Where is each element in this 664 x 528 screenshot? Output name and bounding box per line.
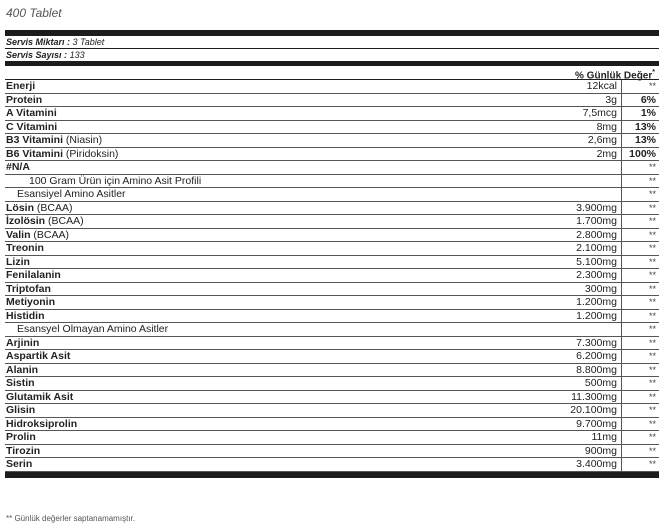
nutrient-qualifier: (BCAA) bbox=[34, 201, 73, 214]
nutrient-daily-value: 6% bbox=[640, 93, 656, 106]
nutrient-name: Arjinin bbox=[6, 336, 40, 349]
nutrient-row bbox=[5, 283, 659, 297]
nutrient-amount: 300mg bbox=[533, 283, 622, 296]
nutrient-name: Prolin bbox=[6, 431, 36, 443]
nutrient-name: Lizin bbox=[6, 255, 30, 268]
nutrient-daily-value: 13% bbox=[634, 120, 656, 133]
nutrient-row bbox=[5, 310, 659, 324]
nutrient-row bbox=[5, 202, 659, 216]
nutrient-row bbox=[5, 80, 659, 94]
nutrient-qualifier: Esansiyel Amino Asitler bbox=[17, 188, 126, 200]
nutrient-daily-value: ** bbox=[648, 216, 656, 226]
nutrient-row bbox=[5, 404, 659, 418]
nutrient-name-cell bbox=[5, 323, 533, 336]
nutrient-name-cell bbox=[5, 188, 533, 201]
nutrient-amount: 500mg bbox=[533, 377, 622, 390]
nutrient-daily-value: ** bbox=[648, 270, 656, 280]
serving-size-line bbox=[5, 36, 659, 49]
nutrient-row bbox=[5, 242, 659, 256]
nutrient-daily-value: ** bbox=[648, 364, 656, 375]
nutrient-daily-value: ** bbox=[648, 243, 656, 253]
nutrient-daily-value: ** bbox=[648, 162, 656, 172]
nutrient-row bbox=[5, 391, 659, 405]
nutrient-name: Metiyonin bbox=[6, 296, 55, 308]
nutrient-name-cell bbox=[5, 391, 533, 404]
nutrient-row bbox=[5, 215, 659, 229]
nutrient-qualifier: (Niasin) bbox=[63, 134, 103, 146]
nutrient-name-cell bbox=[5, 377, 533, 390]
nutrient-daily-value: ** bbox=[648, 324, 656, 334]
nutrient-row bbox=[5, 134, 659, 148]
nutrient-daily-value: ** bbox=[648, 256, 656, 267]
nutrient-name: Sistin bbox=[6, 377, 35, 389]
nutrient-amount: 2mg bbox=[533, 148, 622, 161]
nutrient-row bbox=[5, 377, 659, 391]
nutrient-name: #N/A bbox=[6, 161, 30, 173]
nutrient-daily-value: ** bbox=[648, 351, 656, 361]
nutrient-amount: 2,6mg bbox=[533, 134, 622, 147]
nutrient-name: Aspartik Asit bbox=[6, 350, 71, 362]
nutrient-name: Fenilalanin bbox=[6, 269, 61, 281]
nutrient-name: Tirozin bbox=[6, 444, 41, 457]
nutrition-table bbox=[5, 30, 659, 478]
nutrient-amount: 6.200mg bbox=[533, 350, 622, 363]
nutrient-row bbox=[5, 256, 659, 270]
nutrient-amount bbox=[533, 161, 622, 174]
nutrient-amount: 3g bbox=[533, 94, 622, 107]
nutrient-daily-value: ** bbox=[648, 189, 656, 199]
nutrient-amount: 11.300mg bbox=[533, 391, 622, 404]
nutrient-name-cell bbox=[5, 161, 533, 174]
nutrient-daily-value: ** bbox=[648, 432, 656, 442]
nutrient-name: Glisin bbox=[6, 404, 36, 416]
nutrient-name-cell bbox=[5, 350, 533, 363]
nutrient-row bbox=[5, 121, 659, 135]
nutrient-name-cell bbox=[5, 418, 533, 431]
nutrient-amount bbox=[533, 323, 622, 336]
nutrient-name: İzolösin bbox=[6, 215, 46, 227]
nutrient-daily-value: 1% bbox=[640, 107, 656, 119]
nutrient-amount: 2.100mg bbox=[533, 242, 622, 255]
nutrient-row bbox=[5, 431, 659, 445]
nutrient-name-cell bbox=[5, 202, 533, 215]
nutrient-name-cell bbox=[5, 445, 533, 458]
nutrient-daily-value: ** bbox=[648, 445, 656, 456]
nutrient-name: Treonin bbox=[6, 242, 44, 254]
nutrient-daily-value: 13% bbox=[634, 134, 656, 146]
nutrient-amount: 900mg bbox=[533, 445, 622, 458]
nutrient-name-cell bbox=[5, 296, 533, 309]
nutrient-name-cell bbox=[5, 80, 533, 93]
nutrient-name-cell bbox=[5, 148, 533, 161]
nutrient-row bbox=[5, 175, 659, 189]
nutrient-amount: 3.900mg bbox=[533, 202, 622, 215]
nutrient-name: B3 Vitamini bbox=[6, 134, 63, 146]
nutrient-name-cell bbox=[5, 337, 533, 350]
nutrient-name-cell bbox=[5, 404, 533, 417]
nutrient-qualifier: (BCAA) bbox=[30, 228, 70, 241]
nutrient-amount: 2.800mg bbox=[533, 229, 622, 242]
serving-size-value: 3 Tablet bbox=[72, 37, 105, 47]
nutrient-row bbox=[5, 94, 659, 108]
daily-value-header-label: % Günlük Değer bbox=[575, 70, 653, 82]
nutrient-daily-value: ** bbox=[648, 81, 656, 91]
nutrient-qualifier: Esansyel Olmayan Amino Asitler bbox=[17, 323, 169, 335]
serving-count-line bbox=[5, 49, 659, 62]
nutrient-amount: 3.400mg bbox=[533, 458, 622, 471]
nutrient-amount: 8.800mg bbox=[533, 364, 622, 377]
daily-value-header-mark: * bbox=[652, 69, 655, 76]
nutrient-amount: 8mg bbox=[533, 121, 622, 134]
nutrient-amount: 9.700mg bbox=[533, 418, 622, 431]
nutrient-name: Triptofan bbox=[6, 282, 51, 295]
product-quantity-title: 400 Tablet bbox=[6, 6, 62, 20]
nutrient-amount: 5.100mg bbox=[533, 256, 622, 269]
nutrient-name: Histidin bbox=[6, 309, 45, 322]
nutrient-name: B6 Vitamini bbox=[6, 147, 63, 160]
nutrient-daily-value: ** bbox=[648, 297, 656, 307]
nutrient-row bbox=[5, 296, 659, 310]
nutrient-name-cell bbox=[5, 364, 533, 377]
daily-value-header bbox=[5, 66, 659, 80]
nutrient-name: Enerji bbox=[6, 80, 36, 92]
nutrient-name-cell bbox=[5, 310, 533, 323]
nutrient-name: Valin bbox=[6, 228, 31, 241]
nutrient-name: A Vitamini bbox=[6, 107, 57, 119]
nutrient-name: Alanin bbox=[6, 363, 39, 376]
nutrient-daily-value: ** bbox=[648, 418, 656, 429]
nutrient-name: Serin bbox=[6, 458, 33, 470]
nutrient-name-cell bbox=[5, 283, 533, 296]
serving-count-value: 133 bbox=[69, 50, 85, 60]
nutrient-name: Glutamik Asit bbox=[6, 390, 74, 403]
nutrient-daily-value: ** bbox=[648, 391, 656, 402]
serving-size-label: Servis Miktarı : bbox=[6, 37, 71, 47]
nutrient-daily-value: ** bbox=[648, 459, 656, 469]
nutrient-name-cell bbox=[5, 431, 533, 444]
nutrient-row bbox=[5, 229, 659, 243]
nutrient-name-cell bbox=[5, 269, 533, 282]
nutrient-name: Hidroksiprolin bbox=[6, 417, 78, 430]
nutrient-row bbox=[5, 445, 659, 459]
footnote: ** Günlük değerler saptanamamıştır. bbox=[6, 514, 135, 523]
nutrient-daily-value: ** bbox=[648, 175, 656, 186]
nutrient-daily-value: ** bbox=[648, 310, 656, 321]
nutrient-row bbox=[5, 323, 659, 337]
nutrient-qualifier: 100 Gram Ürün için Amino Asit Profili bbox=[29, 174, 202, 187]
nutrient-name-cell bbox=[5, 458, 533, 471]
nutrient-amount: 1.700mg bbox=[533, 215, 622, 228]
nutrient-amount bbox=[533, 175, 622, 188]
nutrient-name-cell bbox=[5, 215, 533, 228]
nutrient-rows bbox=[5, 80, 659, 472]
nutrient-name-cell bbox=[5, 175, 533, 188]
nutrient-row bbox=[5, 188, 659, 202]
nutrient-row bbox=[5, 364, 659, 378]
nutrient-name-cell bbox=[5, 256, 533, 269]
nutrient-daily-value: ** bbox=[648, 378, 656, 388]
nutrient-name: Protein bbox=[6, 93, 43, 106]
nutrient-daily-value: ** bbox=[648, 283, 656, 294]
nutrient-row bbox=[5, 107, 659, 121]
nutrient-name-cell bbox=[5, 121, 533, 134]
nutrient-name: Lösin bbox=[6, 201, 34, 214]
nutrient-amount bbox=[533, 188, 622, 201]
nutrient-amount: 2.300mg bbox=[533, 269, 622, 282]
serving-count-label: Servis Sayısı : bbox=[6, 50, 68, 60]
nutrient-row bbox=[5, 458, 659, 472]
nutrient-daily-value: ** bbox=[648, 202, 656, 213]
nutrient-name-cell bbox=[5, 94, 533, 107]
nutrient-name-cell bbox=[5, 242, 533, 255]
nutrient-amount: 11mg bbox=[533, 431, 622, 444]
nutrient-qualifier: (Piridoksin) bbox=[63, 147, 119, 160]
nutrient-row bbox=[5, 337, 659, 351]
nutrient-amount: 12kcal bbox=[533, 80, 622, 93]
nutrient-amount: 20.100mg bbox=[533, 404, 622, 417]
nutrient-daily-value: ** bbox=[648, 229, 656, 240]
nutrient-name-cell bbox=[5, 107, 533, 120]
nutrient-daily-value: ** bbox=[648, 337, 656, 348]
nutrient-row bbox=[5, 161, 659, 175]
nutrient-amount: 7.300mg bbox=[533, 337, 622, 350]
nutrient-name-cell bbox=[5, 134, 533, 147]
nutrient-row bbox=[5, 148, 659, 162]
nutrient-daily-value: ** bbox=[648, 405, 656, 415]
nutrient-name-cell bbox=[5, 229, 533, 242]
nutrient-amount: 7,5mcg bbox=[533, 107, 622, 120]
nutrient-name: C Vitamini bbox=[6, 120, 58, 133]
nutrient-qualifier: (BCAA) bbox=[45, 215, 84, 227]
nutrient-row bbox=[5, 418, 659, 432]
nutrient-row bbox=[5, 269, 659, 283]
nutrient-amount: 1.200mg bbox=[533, 296, 622, 309]
nutrient-amount: 1.200mg bbox=[533, 310, 622, 323]
nutrient-daily-value: 100% bbox=[629, 147, 656, 160]
nutrient-row bbox=[5, 350, 659, 364]
bottom-divider bbox=[5, 472, 659, 478]
